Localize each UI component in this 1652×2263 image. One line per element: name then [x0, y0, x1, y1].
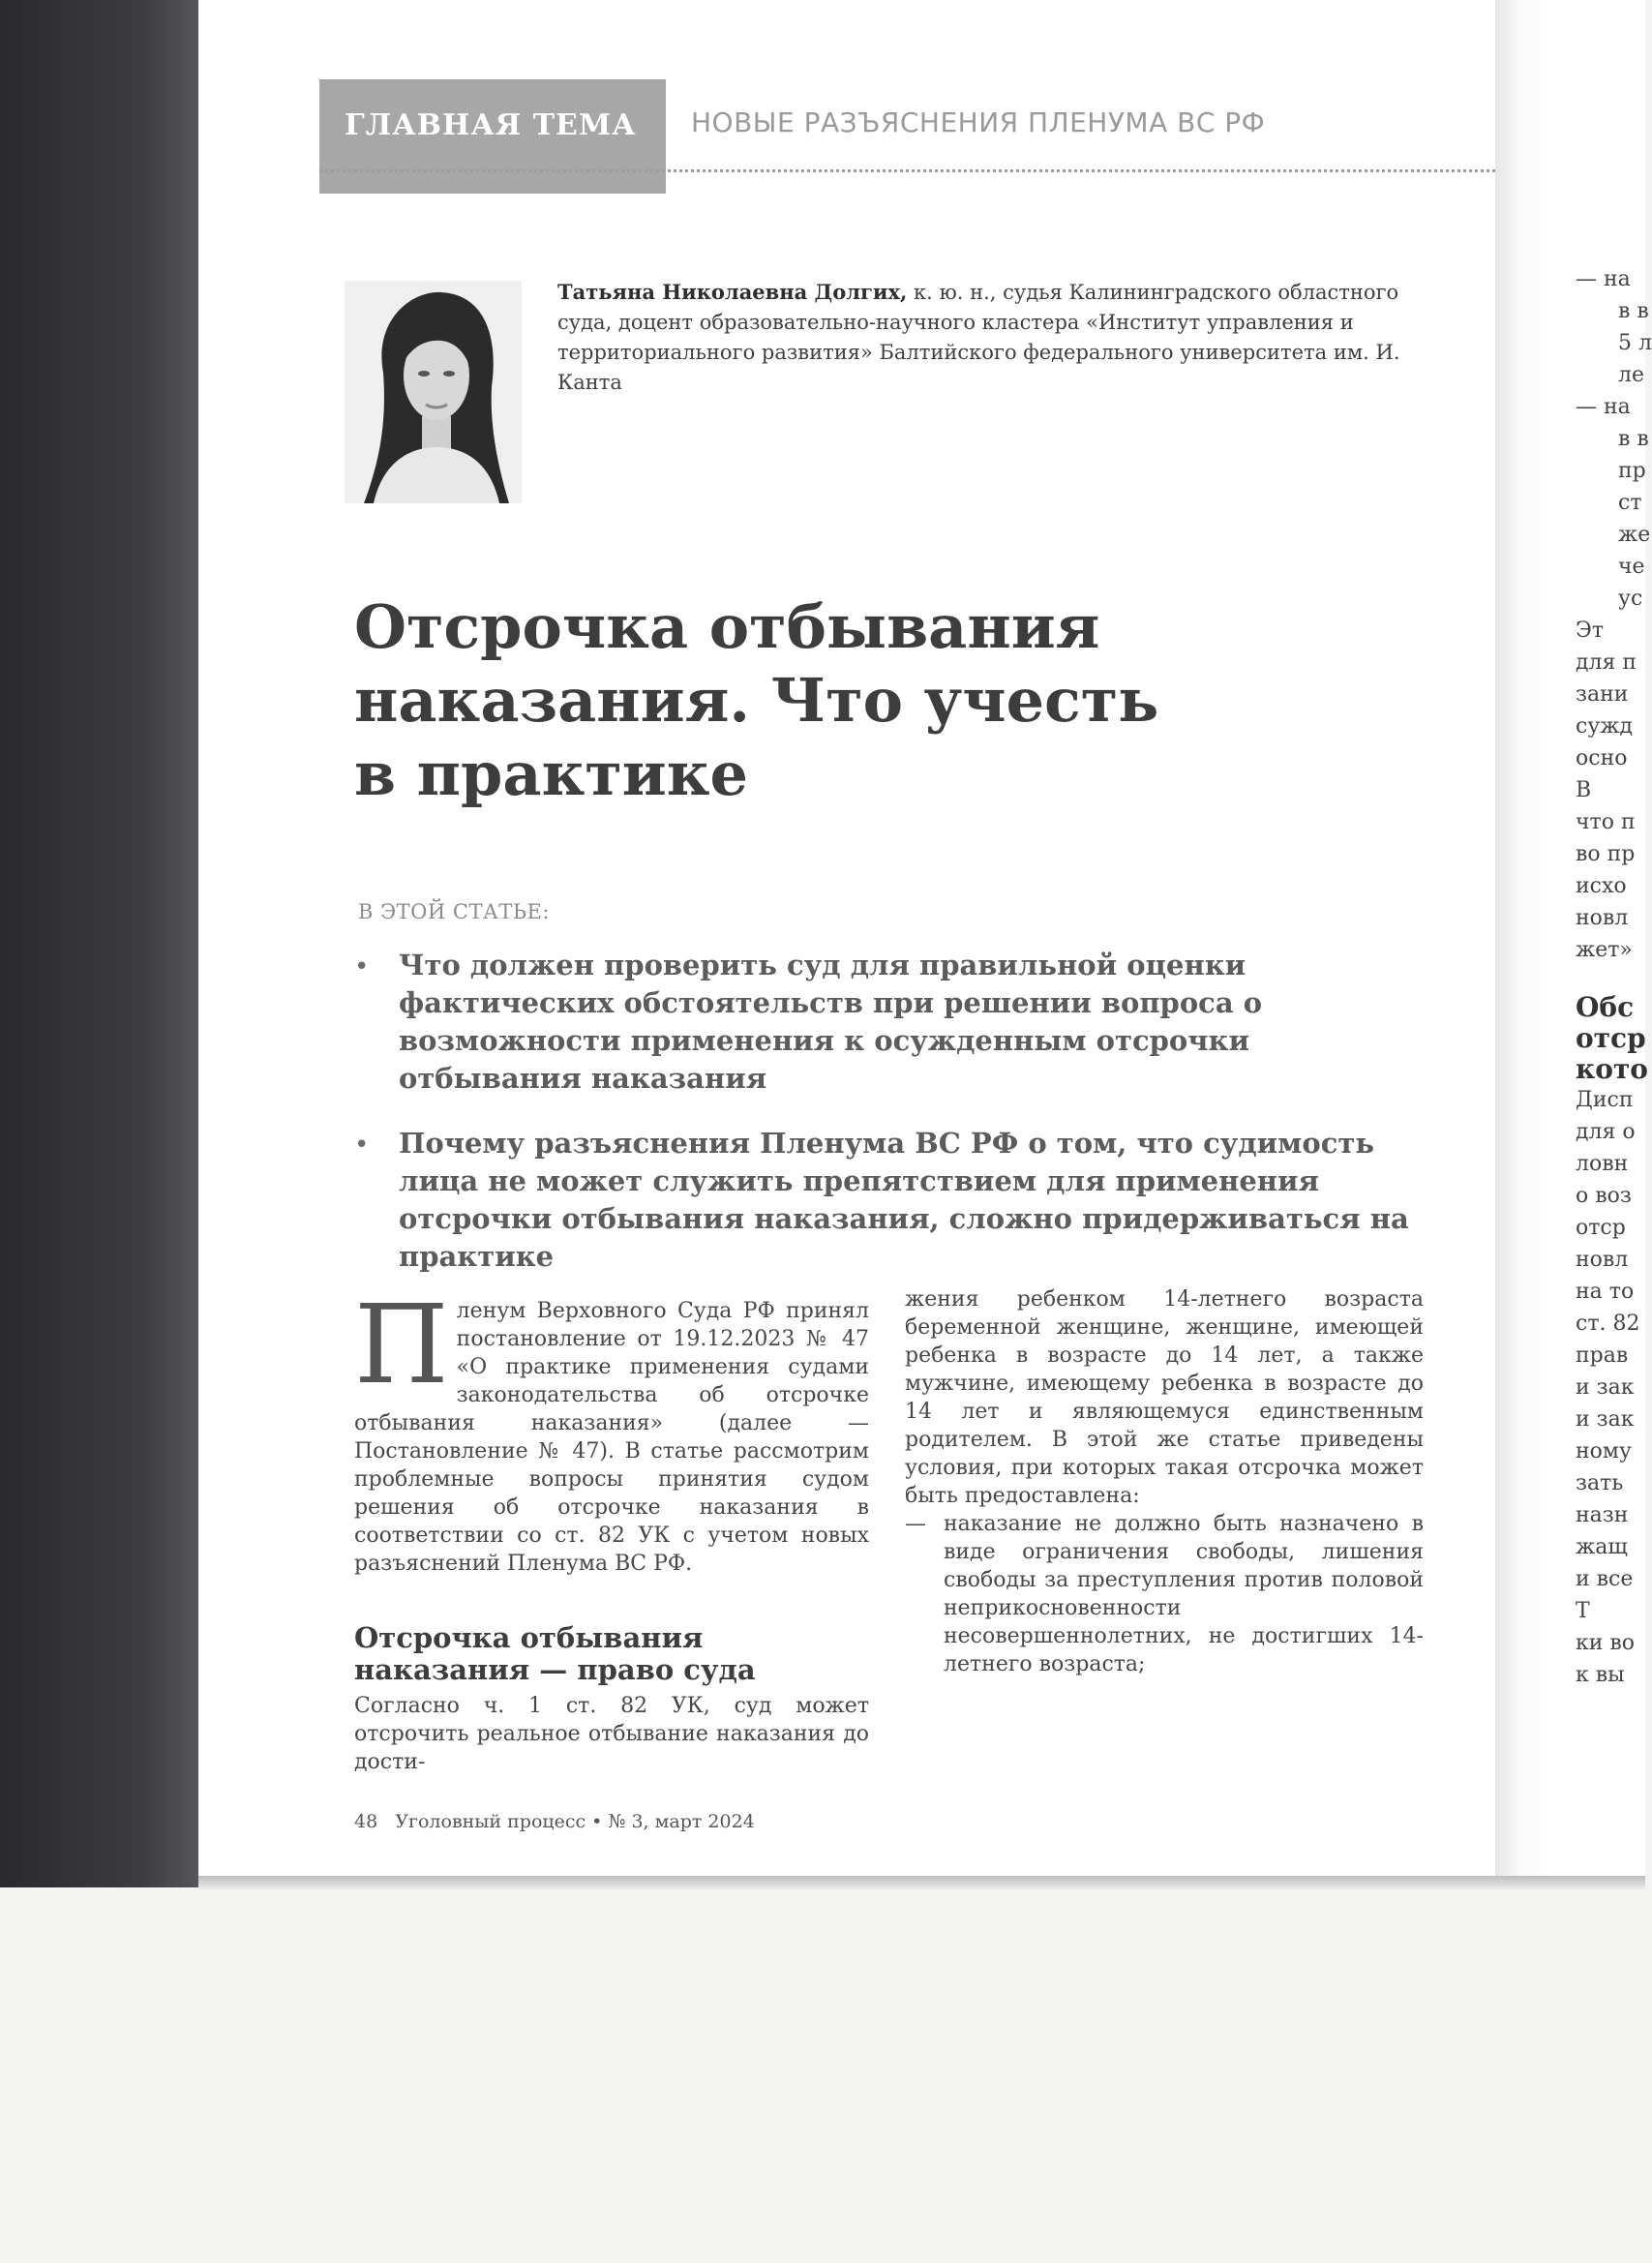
next-page-fragment: для п: [1576, 650, 1637, 675]
next-page-fragment: к вы: [1576, 1663, 1625, 1687]
header-divider: [319, 169, 1495, 172]
next-page-fragment: зать: [1576, 1471, 1624, 1495]
section-label: ГЛАВНАЯ ТЕМА: [345, 108, 637, 142]
next-page-fragment: ле: [1618, 363, 1644, 387]
next-page-fragment: ному: [1576, 1439, 1632, 1463]
key-point-text: Почему разъяснения Пленума ВС РФ о том, что судимость лица не может служить препятствием для применения отсрочки отбывания наказания, сложно придерживаться на практике: [399, 1127, 1409, 1273]
next-page-fragment: о воз: [1576, 1184, 1632, 1208]
condition-text: наказание не должно быть назначено в виде ограничения свободы, лишения свободы за преступления против половой неприкосновенности несовершеннолетних, не достигших 14-летнего возраста;: [944, 1512, 1424, 1676]
next-page-fragment: же: [1618, 523, 1651, 547]
in-article-label: В ЭТОЙ СТАТЬЕ:: [358, 900, 550, 923]
next-page-fragment: отср: [1576, 1216, 1626, 1240]
next-page-fragment: осно: [1576, 746, 1628, 770]
page-footer: [354, 1811, 755, 1832]
next-page-fragment: ки во: [1576, 1631, 1636, 1655]
next-page-fragment: что п: [1576, 810, 1636, 834]
next-page-fragment: пр: [1618, 459, 1646, 483]
next-page-fragment: ловн: [1576, 1152, 1629, 1176]
next-page-fragment: Обс: [1576, 991, 1635, 1023]
title-line-3: в практике: [354, 739, 748, 809]
dash-marker: —: [905, 1512, 926, 1536]
title-line-1: Отсрочка отбывания: [354, 591, 1100, 662]
next-page-fragment: Эт: [1576, 619, 1605, 643]
page-shadow: [198, 1876, 1645, 1889]
author-name: Татьяна Николаевна Долгих,: [557, 280, 908, 304]
scan-border: [0, 0, 198, 1887]
page-number: 48: [354, 1811, 378, 1832]
next-page-fragment: зани: [1576, 682, 1629, 707]
next-page-fragment: жет»: [1576, 938, 1633, 962]
body-paragraph: жения ребенком 14-летнего возраста беременной женщине, женщине, имеющей ребенка в возрасте до 14 лет, а также мужчине, имеющему ребенка в возрасте до 14 лет и являющемуся единственным родителем. В этой же статье приведены условия, при которых такая отсрочка может быть предоставлена:: [905, 1287, 1424, 1508]
bullet-dot-icon: •: [354, 1131, 370, 1160]
condition-item: [905, 1510, 1424, 1678]
next-page-fragment: — на: [1576, 267, 1631, 291]
next-page-fragment: Дисп: [1576, 1088, 1634, 1112]
author-bio: к. ю. н., судья Калининградского областного суда, доцент образовательно-научного кластера «Институт управления и территориального развития» Балтийского федерального университета им. И. Канта: [557, 281, 1400, 394]
title-line-2: наказания. Что учесть: [354, 665, 1159, 736]
article-title: [354, 590, 1322, 811]
key-point: [354, 947, 1438, 1098]
next-page-fragment: жащ: [1576, 1535, 1628, 1559]
next-page-fragment: ус: [1618, 587, 1643, 611]
bullet-dot-icon: •: [354, 952, 370, 981]
drop-cap: П: [354, 1282, 449, 1408]
next-page-fragment: кото: [1576, 1053, 1648, 1085]
key-point-text: Что должен проверить суд для правильной оценки фактических обстоятельств при решении вопроса о возможности применения к осужденным отсрочки отбывания наказания: [399, 949, 1263, 1095]
next-page-fragment: прав: [1576, 1343, 1629, 1368]
next-page-fragment: в в: [1618, 427, 1649, 451]
portrait-image: [345, 281, 522, 503]
next-page-fragment: для о: [1576, 1120, 1636, 1144]
next-page-fragment: на то: [1576, 1280, 1635, 1304]
subsection-label: НОВЫЕ РАЗЪЯСНЕНИЯ ПЛЕНУМА ВС РФ: [691, 106, 1266, 138]
next-page-fragment: новл: [1576, 906, 1629, 930]
column-2: [905, 1285, 1424, 1678]
key-point: [354, 1125, 1438, 1276]
next-page-fragment: и зак: [1576, 1407, 1635, 1432]
next-page-fragment: и все: [1576, 1567, 1634, 1591]
next-page-fragment: че: [1618, 555, 1645, 579]
author-info: [557, 277, 1428, 398]
next-page-fragment: Т: [1576, 1599, 1590, 1623]
next-page-fragment: В: [1576, 778, 1592, 802]
next-page-fragment: исхо: [1576, 874, 1627, 898]
intro-text: ленум Верховного Суда РФ принял постановление от 19.12.2023 № 47 «О практике применения судами законодательства об отсрочке отбывания наказания» (далее — Постановление № 47). В статье рассмотрим проблемные вопросы принятия судом решения об отсрочке наказания в соответствии со ст. 82 УК с учетом новых разъяснений Пленума ВС РФ.: [354, 1299, 869, 1576]
intro-paragraph: [354, 1282, 869, 1578]
next-page-fragment: назн: [1576, 1503, 1629, 1527]
body-paragraph: Согласно ч. 1 ст. 82 УК, суд может отсрочить реальное отбывание наказания до дости-: [354, 1694, 869, 1774]
next-page-fragment: во пр: [1576, 842, 1636, 866]
next-page-fragment: отср: [1576, 1022, 1646, 1054]
next-page-fragment: ст: [1618, 491, 1642, 515]
next-page-fragment: сужд: [1576, 714, 1634, 739]
author-photo: [345, 281, 522, 503]
next-page-fragment: в в: [1618, 299, 1649, 323]
next-page-fragment: ст. 82: [1576, 1312, 1640, 1336]
next-page-fragment: и зак: [1576, 1375, 1635, 1400]
next-page-fragment: новл: [1576, 1248, 1629, 1272]
next-page-fragment: 5 л: [1618, 331, 1652, 355]
section-heading: Отсрочка отбывания наказания — право суда: [354, 1621, 756, 1686]
journal-info: Уголовный процесс • № 3, март 2024: [395, 1811, 755, 1832]
next-page-fragment: — на: [1576, 395, 1631, 419]
key-points-list: [354, 947, 1438, 1303]
